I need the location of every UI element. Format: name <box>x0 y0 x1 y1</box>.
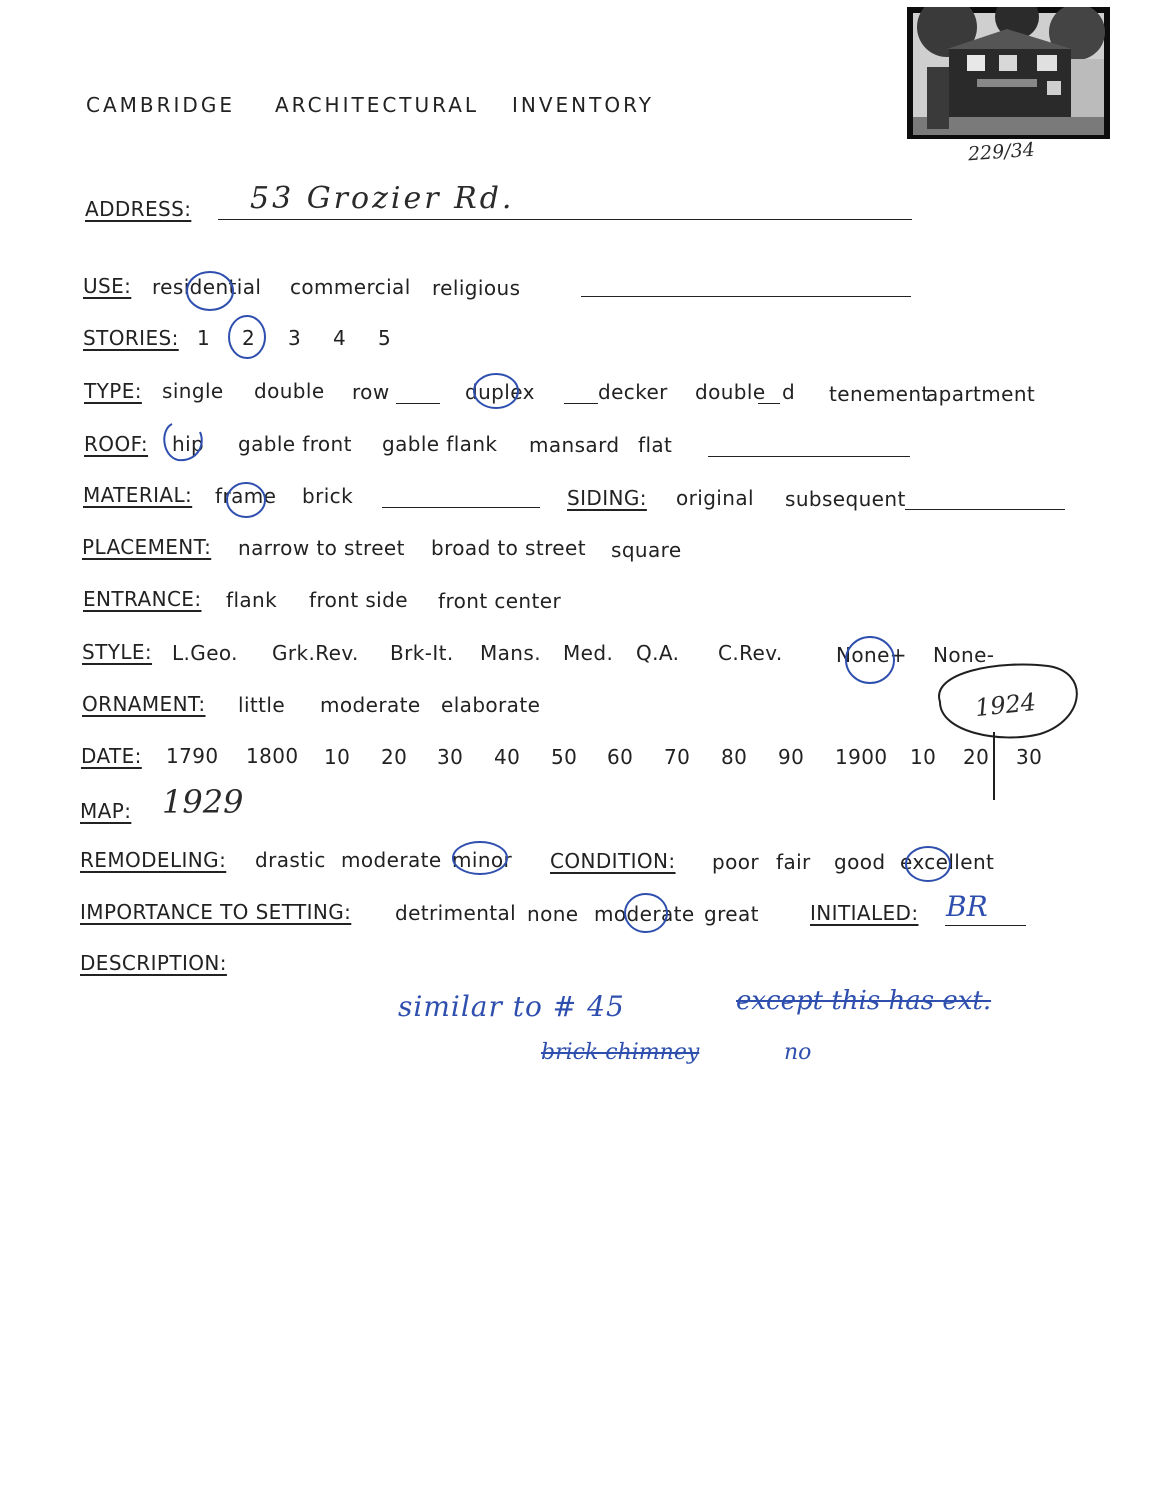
map-label: MAP: <box>80 799 132 823</box>
condition-label: CONDITION: <box>550 849 676 873</box>
style-option-none-minus: None- <box>933 643 995 667</box>
style-option-none-plus: None+ <box>836 643 907 667</box>
date-option-1790: 1790 <box>166 744 219 768</box>
stories-option-3: 3 <box>288 326 302 350</box>
circle-residential <box>187 272 233 310</box>
header-title-inventory: INVENTORY <box>512 93 654 117</box>
roof-option-gable-front: gable front <box>238 432 352 456</box>
type-option-row: row <box>352 380 390 404</box>
style-option-lgeo: L.Geo. <box>172 641 238 665</box>
material-option-frame: frame <box>215 484 277 508</box>
remodeling-option-drastic: drastic <box>255 848 326 872</box>
type-option-double: double <box>254 379 325 403</box>
type-option-apartment: apartment <box>926 382 1036 406</box>
date-option-1910: 10 <box>910 745 937 769</box>
use-option-residential: residential <box>152 275 262 299</box>
circle-frame <box>227 483 265 517</box>
description-struck-2: brick chimney <box>541 1040 700 1065</box>
date-option-30: 30 <box>437 745 464 769</box>
date-label: DATE: <box>81 744 142 768</box>
entrance-option-flank: flank <box>226 588 278 612</box>
remodeling-label: REMODELING: <box>80 848 227 872</box>
style-option-crev: C.Rev. <box>718 641 783 665</box>
importance-label: IMPORTANCE TO SETTING: <box>80 900 352 924</box>
date-option-1930: 30 <box>1016 745 1043 769</box>
siding-label: SIDING: <box>567 486 647 510</box>
style-label: STYLE: <box>82 640 153 664</box>
importance-option-none: none <box>527 902 579 926</box>
circle-minor <box>453 842 507 874</box>
placement-option-broad: broad to street <box>431 536 586 560</box>
condition-option-excellent: excellent <box>900 850 995 874</box>
condition-option-fair: fair <box>776 850 811 874</box>
stories-option-1: 1 <box>197 326 211 350</box>
siding-option-original: original <box>676 486 754 510</box>
address-label: ADDRESS: <box>85 197 192 221</box>
stories-label: STORIES: <box>83 326 179 350</box>
roof-option-flat: flat <box>638 433 673 457</box>
date-option-10: 10 <box>324 745 351 769</box>
date-option-20: 20 <box>381 745 408 769</box>
circle-excellent <box>906 847 950 881</box>
siding-option-subsequent: subsequent <box>785 487 906 511</box>
date-option-1920: 20 <box>963 745 990 769</box>
ornament-label: ORNAMENT: <box>82 692 206 716</box>
remodeling-option-moderate: moderate <box>341 848 442 872</box>
date-option-60: 60 <box>607 745 634 769</box>
style-option-mans: Mans. <box>480 641 541 665</box>
type-label: TYPE: <box>84 379 142 403</box>
map-handwritten: 1929 <box>162 783 244 821</box>
style-option-grkrev: Grk.Rev. <box>272 641 359 665</box>
entrance-option-front-center: front center <box>438 589 562 613</box>
date-option-90: 90 <box>778 745 805 769</box>
style-option-med: Med. <box>563 641 614 665</box>
circle-none-plus <box>846 637 894 683</box>
type-option-double-d: double <box>695 380 766 404</box>
date-option-80: 80 <box>721 745 748 769</box>
type-option-decker: decker <box>598 380 668 404</box>
type-option-single: single <box>162 379 224 403</box>
type-option-tenement: tenement <box>829 382 930 406</box>
stories-option-4: 4 <box>333 326 347 350</box>
circle-1924 <box>939 665 1077 738</box>
circle-moderate-importance <box>625 894 667 932</box>
stories-option-5: 5 <box>378 326 392 350</box>
ornament-option-elaborate: elaborate <box>441 693 541 717</box>
description-line-1: similar to # 45 <box>398 990 625 1023</box>
circle-hip <box>164 424 201 460</box>
placement-option-square: square <box>611 538 682 562</box>
use-option-commercial: commercial <box>290 275 411 299</box>
placement-label: PLACEMENT: <box>82 535 212 559</box>
header-title-cambridge: CAMBRIDGE <box>86 93 235 117</box>
style-option-brkit: Brk-It. <box>390 641 454 665</box>
roof-label: ROOF: <box>84 432 149 456</box>
importance-option-great: great <box>704 902 759 926</box>
condition-option-good: good <box>834 850 886 874</box>
photo-caption: 229/34 <box>967 138 1036 166</box>
type-option-duplex: duplex <box>465 380 535 404</box>
remodeling-option-minor: minor <box>452 848 513 872</box>
date-option-40: 40 <box>494 745 521 769</box>
placement-option-narrow: narrow to street <box>238 536 405 560</box>
description-label: DESCRIPTION: <box>80 951 227 975</box>
circle-stories-2 <box>229 316 265 358</box>
roof-option-gable-flank: gable flank <box>382 432 498 456</box>
description-struck-1: except this has ext. <box>736 986 992 1016</box>
entrance-option-front-side: front side <box>309 588 408 612</box>
style-option-qa: Q.A. <box>636 641 680 665</box>
circle-duplex <box>474 374 518 408</box>
entrance-label: ENTRANCE: <box>83 587 202 611</box>
date-option-1800: 1800 <box>246 744 299 768</box>
header-title-architectural: ARCHITECTURAL <box>275 93 480 117</box>
ornament-option-little: little <box>238 693 286 717</box>
material-label: MATERIAL: <box>83 483 193 507</box>
ornament-option-moderate: moderate <box>320 693 421 717</box>
initialed-label: INITIALED: <box>810 901 919 925</box>
date-option-1900: 1900 <box>835 745 888 769</box>
use-option-religious: religious <box>432 276 521 300</box>
date-option-50: 50 <box>551 745 578 769</box>
stories-option-2: 2 <box>242 326 256 350</box>
type-option-d: d <box>782 380 796 404</box>
roof-option-hip: hip <box>172 432 205 456</box>
initialed-value: BR <box>946 890 988 923</box>
use-label: USE: <box>83 274 132 298</box>
address-value: 53 Grozier Rd. <box>250 181 515 216</box>
date-option-70: 70 <box>664 745 691 769</box>
material-option-brick: brick <box>302 484 354 508</box>
importance-option-moderate: moderate <box>594 902 695 926</box>
description-line-2: no <box>784 1040 812 1065</box>
date-handwritten: 1924 <box>973 687 1038 723</box>
importance-option-detrimental: detrimental <box>395 901 517 925</box>
condition-option-poor: poor <box>712 850 759 874</box>
roof-option-mansard: mansard <box>529 433 620 457</box>
